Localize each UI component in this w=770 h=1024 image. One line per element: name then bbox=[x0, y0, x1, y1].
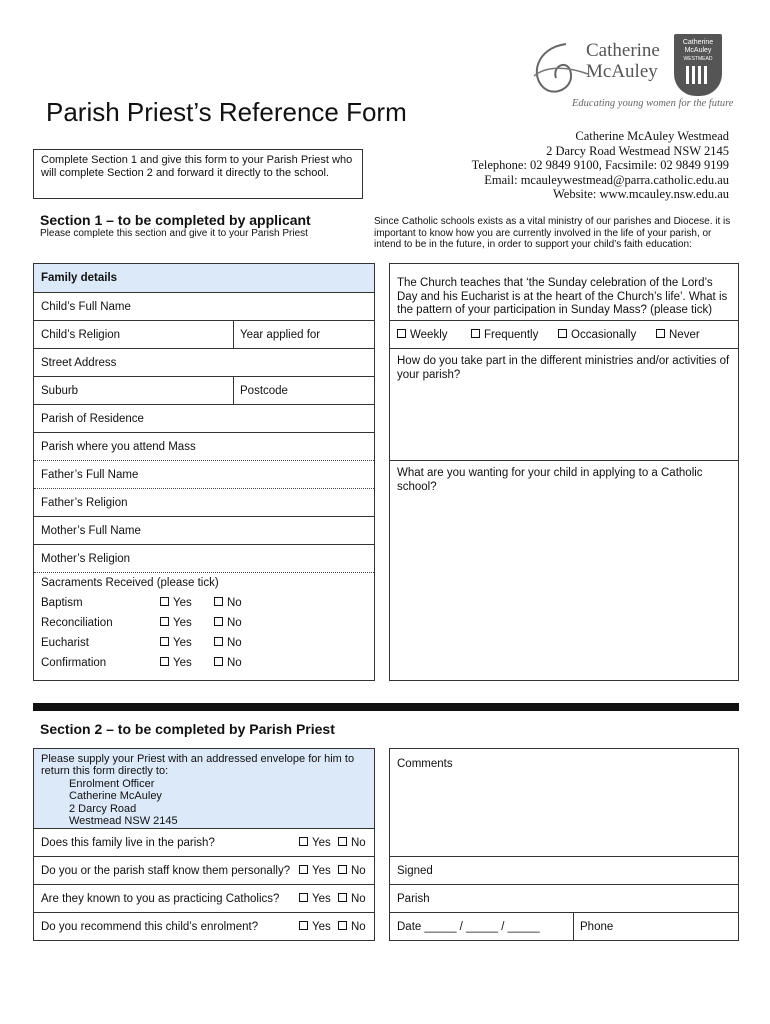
q4-no-checkbox[interactable]: No bbox=[338, 921, 366, 933]
postcode-field[interactable]: Postcode bbox=[240, 384, 288, 397]
q1-yes-checkbox[interactable]: Yes bbox=[299, 837, 331, 849]
parish-mass-field[interactable]: Parish where you attend Mass bbox=[34, 433, 374, 461]
crest-icon bbox=[674, 34, 722, 96]
signed-field[interactable]: Signed bbox=[390, 857, 738, 885]
wanting-question-field[interactable]: What are you wanting for your child in applying to a Catholic school? bbox=[397, 467, 703, 493]
crest-line2: McAuley bbox=[684, 47, 712, 54]
envelope-instructions bbox=[34, 749, 374, 829]
reconciliation-yes-checkbox[interactable]: Yes bbox=[160, 617, 192, 629]
eucharist-no-checkbox[interactable]: No bbox=[214, 637, 242, 649]
section1-subheading: Please complete this section and give it to your Parish Priest bbox=[40, 228, 308, 239]
priest-question-row bbox=[34, 857, 374, 885]
logo-name-line2: McAuley bbox=[586, 61, 658, 82]
priest-question-row bbox=[34, 829, 374, 857]
page-title: Parish Priest’s Reference Form bbox=[46, 97, 407, 127]
priest-question-row bbox=[34, 913, 374, 941]
sacrament-reconciliation: Reconciliation bbox=[41, 617, 113, 629]
childs-religion-field[interactable]: Child’s Religion bbox=[41, 328, 121, 341]
contact-line3: Telephone: 02 9849 9100, Facsimile: 02 9849 9199 bbox=[471, 158, 729, 173]
mothers-name-field[interactable]: Mother’s Full Name bbox=[34, 517, 374, 545]
year-applied-field[interactable]: Year applied for bbox=[240, 328, 321, 341]
q-live-in-parish: Does this family live in the parish? bbox=[41, 836, 215, 849]
envelope-text: Please supply your Priest with an addressed envelope for him to return this form directly to: bbox=[41, 753, 355, 778]
contact-line1: Catherine McAuley Westmead bbox=[575, 129, 729, 143]
crest-line1: Catherine bbox=[682, 39, 714, 46]
q-know-personally: Do you or the parish staff know them personally? bbox=[41, 864, 291, 877]
ministries-question-field[interactable]: How do you take part in the different ministries and/or activities of your parish? bbox=[390, 349, 738, 461]
option-occasionally-checkbox[interactable]: Occasionally bbox=[558, 329, 636, 341]
date-field[interactable]: Date _____ / _____ / _____ bbox=[397, 921, 540, 933]
faith-questions-table bbox=[389, 263, 739, 681]
mass-question: The Church teaches that ‘the Sunday celebration of the Lord’s Day and his Eucharist is at the heart of the Church’s life’. What is the pattern of your participation in Sunday Mass? (please tick) bbox=[390, 264, 738, 321]
family-details-table bbox=[33, 263, 375, 681]
q-recommend-enrolment: Do you recommend this child’s enrolment? bbox=[41, 921, 259, 933]
instructions-box: Complete Section 1 and give this form to your Parish Priest who will complete Section 2 and forward it directly to the school. bbox=[33, 149, 363, 199]
phone-field[interactable]: Phone bbox=[580, 921, 614, 933]
crest-line3: WESTMEAD bbox=[683, 56, 713, 62]
q3-no-checkbox[interactable]: No bbox=[338, 893, 366, 905]
baptism-yes-checkbox[interactable]: Yes bbox=[160, 597, 192, 609]
sacrament-eucharist: Eucharist bbox=[41, 637, 89, 649]
q-practicing-catholics: Are they known to you as practicing Catholics? bbox=[41, 892, 280, 905]
return-address bbox=[41, 778, 367, 828]
address-line4: Westmead NSW 2145 bbox=[69, 815, 178, 828]
parish-field[interactable]: Parish bbox=[390, 885, 738, 913]
logo-name-line1: Catherine bbox=[586, 40, 660, 61]
contact-line4: Email: mcauleywestmead@parra.catholic.edu.au bbox=[484, 172, 729, 187]
priest-signoff-table bbox=[389, 748, 739, 941]
mass-options-row bbox=[390, 321, 738, 349]
address-line2: Catherine McAuley bbox=[69, 790, 162, 803]
priest-question-row bbox=[34, 885, 374, 913]
suburb-row bbox=[34, 377, 374, 405]
parish-residence-field[interactable]: Parish of Residence bbox=[34, 405, 374, 433]
baptism-no-checkbox[interactable]: No bbox=[214, 597, 242, 609]
fathers-name-field[interactable]: Father’s Full Name bbox=[34, 461, 374, 489]
section1-heading: Section 1 – to be completed by applicant bbox=[40, 212, 311, 228]
q2-yes-checkbox[interactable]: Yes bbox=[299, 865, 331, 877]
street-address-field[interactable]: Street Address bbox=[34, 349, 374, 377]
option-weekly-checkbox[interactable]: Weekly bbox=[397, 329, 448, 341]
contact-line2: 2 Darcy Road Westmead NSW 2145 bbox=[546, 143, 729, 158]
option-frequently-checkbox[interactable]: Frequently bbox=[471, 329, 538, 341]
sacraments-label: Sacraments Received (please tick) bbox=[41, 577, 219, 589]
childs-religion-row bbox=[34, 321, 374, 349]
priest-questions-table bbox=[33, 748, 375, 941]
reconciliation-no-checkbox[interactable]: No bbox=[214, 617, 242, 629]
fathers-religion-field[interactable]: Father’s Religion bbox=[34, 489, 374, 517]
address-line1: Enrolment Officer bbox=[69, 777, 155, 790]
sacrament-baptism: Baptism bbox=[41, 597, 83, 609]
section-divider bbox=[33, 703, 739, 711]
q1-no-checkbox[interactable]: No bbox=[338, 837, 366, 849]
suburb-field[interactable]: Suburb bbox=[41, 384, 79, 397]
logo-tagline: Educating young women for the future bbox=[572, 98, 734, 109]
date-phone-row bbox=[390, 913, 738, 941]
family-details-header: Family details bbox=[34, 264, 374, 293]
school-logo bbox=[526, 34, 734, 116]
confirmation-yes-checkbox[interactable]: Yes bbox=[160, 657, 192, 669]
eucharist-yes-checkbox[interactable]: Yes bbox=[160, 637, 192, 649]
address-line3: 2 Darcy Road bbox=[69, 802, 137, 815]
school-contact bbox=[472, 129, 729, 202]
confirmation-no-checkbox[interactable]: No bbox=[214, 657, 242, 669]
intro-text: Since Catholic schools exists as a vital ministry of our parishes and Diocese. it is important to know how you are currently involved in the life of your parish, or intend to be in the future, in order to support your child’s faith education: bbox=[374, 216, 731, 250]
option-never-checkbox[interactable]: Never bbox=[656, 329, 700, 341]
sacrament-confirmation: Confirmation bbox=[41, 657, 107, 669]
mothers-religion-field[interactable]: Mother’s Religion bbox=[34, 545, 374, 573]
section2-heading: Section 2 – to be completed by Parish Priest bbox=[40, 721, 335, 737]
contact-line5: Website: www.mcauley.nsw.edu.au bbox=[552, 187, 729, 202]
q4-yes-checkbox[interactable]: Yes bbox=[299, 921, 331, 933]
q3-yes-checkbox[interactable]: Yes bbox=[299, 893, 331, 905]
comments-field[interactable]: Comments bbox=[390, 749, 738, 857]
childs-full-name-field[interactable]: Child’s Full Name bbox=[34, 293, 374, 321]
q2-no-checkbox[interactable]: No bbox=[338, 865, 366, 877]
